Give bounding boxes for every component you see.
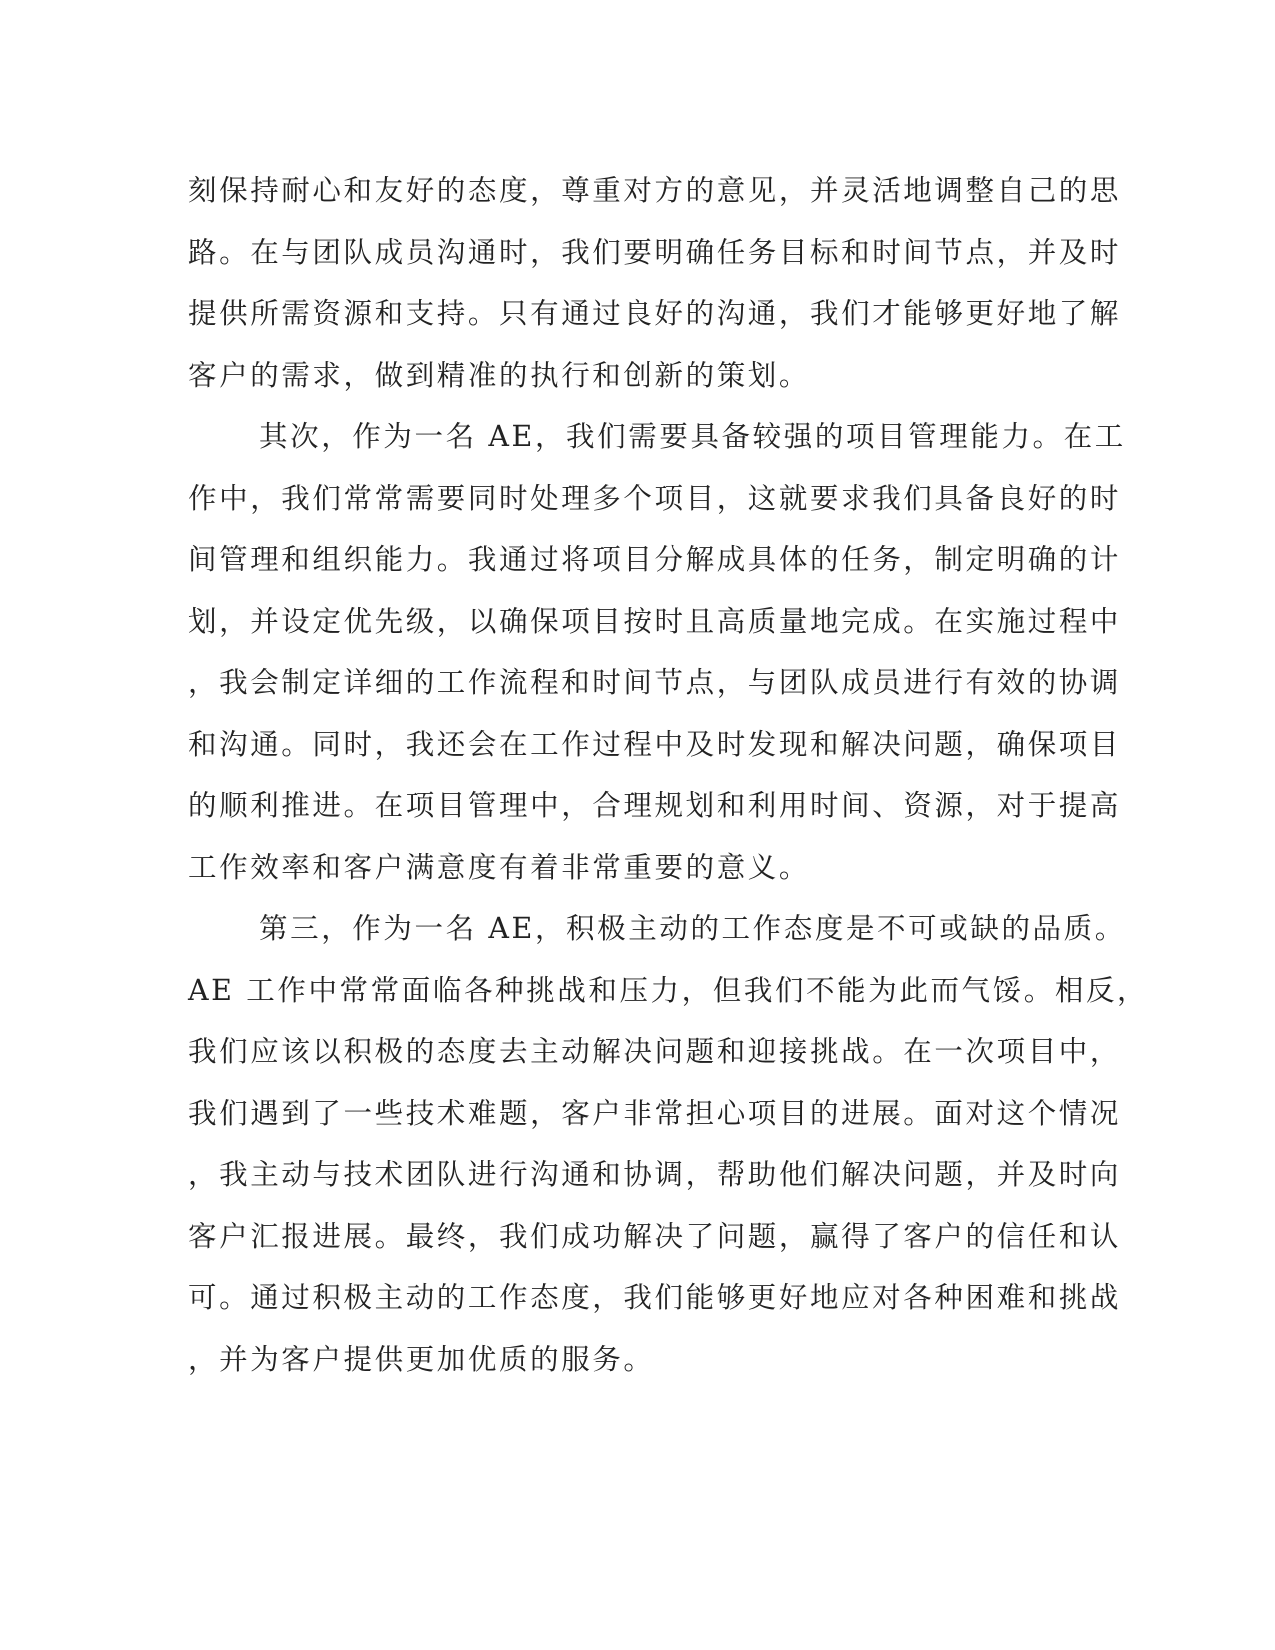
text-line: 的顺利推进。在项目管理中，合理规划和利用时间、资源，对于提高 <box>188 789 1122 822</box>
text-line: 我们遇到了一些技术难题，客户非常担心项目的进展。面对这个情况 <box>188 1096 1122 1130</box>
text-line: 客户汇报进展。最终，我们成功解决了问题，赢得了客户的信任和认 <box>188 1219 1122 1253</box>
text-line: 客户的需求，做到精准的执行和创新的策划。 <box>188 358 811 392</box>
text-line: 路。在与团队成员沟通时，我们要明确任务目标和时间节点，并及时 <box>188 235 1122 269</box>
text-line: AE 工作中常常面临各种挑战和压力，但我们不能为此而气馁。相反， <box>188 973 1149 1007</box>
body-text <box>188 160 1149 1390</box>
text-line: 间管理和组织能力。我通过将项目分解成具体的任务，制定明确的计 <box>188 543 1122 576</box>
paragraph-start-line: 其次，作为一名 AE，我们需要具备较强的项目管理能力。在工 <box>259 420 1126 453</box>
text-line: ，我主动与技术团队进行沟通和协调，帮助他们解决问题，并及时向 <box>188 1158 1122 1191</box>
text-line: ，并为客户提供更加优质的服务。 <box>188 1342 655 1376</box>
text-line: 和沟通。同时，我还会在工作过程中及时发现和解决问题，确保项目 <box>188 727 1122 761</box>
text-line: 刻保持耐心和友好的态度，尊重对方的意见，并灵活地调整自己的思 <box>188 174 1122 207</box>
text-line: ，我会制定详细的工作流程和时间节点，与团队成员进行有效的协调 <box>188 666 1122 699</box>
text-line: 我们应该以积极的态度去主动解决问题和迎接挑战。在一次项目中， <box>188 1035 1122 1068</box>
paragraph-start-line: 第三，作为一名 AE，积极主动的工作态度是不可或缺的品质。 <box>259 912 1126 945</box>
text-line: 提供所需资源和支持。只有通过良好的沟通，我们才能够更好地了解 <box>188 297 1122 330</box>
text-line: 划，并设定优先级，以确保项目按时且高质量地完成。在实施过程中 <box>188 604 1122 638</box>
text-line: 作中，我们常常需要同时处理多个项目，这就要求我们具备良好的时 <box>188 481 1122 515</box>
text-line: 工作效率和客户满意度有着非常重要的意义。 <box>188 850 811 884</box>
text-line: 可。通过积极主动的工作态度，我们能够更好地应对各种困难和挑战 <box>188 1281 1122 1314</box>
